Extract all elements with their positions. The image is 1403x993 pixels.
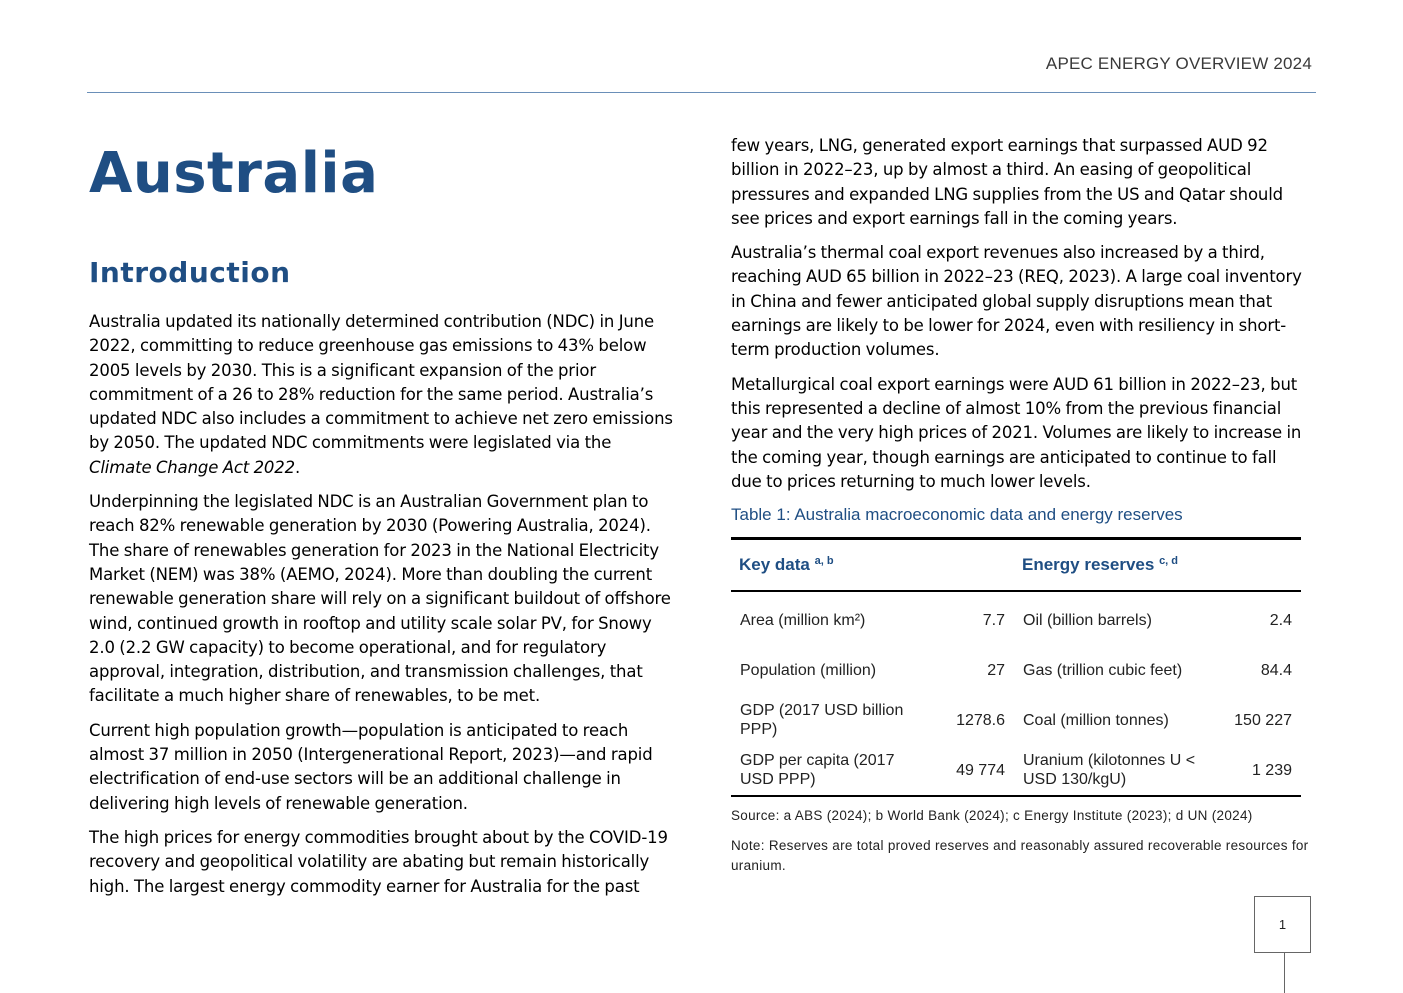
key-value: 27 bbox=[987, 661, 1005, 679]
table-row bbox=[731, 645, 1301, 695]
key-label: Area (million km²) bbox=[740, 611, 866, 629]
key-data-header-label: Key data bbox=[739, 555, 810, 575]
reserve-label: Gas (trillion cubic feet) bbox=[1023, 661, 1183, 679]
table-row bbox=[731, 745, 1301, 796]
key-data-sup: a, b bbox=[814, 555, 834, 568]
table-note: Note: Reserves are total proved reserves and reasonably assured recoverable resources for uranium. bbox=[731, 838, 1309, 874]
key-value: 49 774 bbox=[956, 761, 1005, 779]
paragraph: Australia’s thermal coal export revenues also increased by a third, reaching AUD 65 billion in 2022–23 (REQ, 2023). A large coal inventory in China and fewer anticipated global supply disruptions mean that earnings are likely to be lower for 2024, even with resiliency in short-term production volumes. bbox=[731, 243, 1302, 360]
reserve-value: 84.4 bbox=[1260, 661, 1292, 679]
paragraph-text: Australia updated its nationally determined contribution (NDC) in June 2022, committing to reduce greenhouse gas emissions to 43% below 2005 levels by 2030. This is a significant expansion of the prior commitment of a 26 to 28% reduction for the same period. Australia’s updated NDC also includes a commitment to achieve net zero emissions by 2050. The updated NDC commitments were legislated via the bbox=[89, 312, 673, 453]
paragraph: Underpinning the legislated NDC is an Australian Government plan to reach 82% renewable generation by 2030 (Powering Australia, 2024). The share of renewables generation for 2023 in the National Electricity Market (NEM) was 38% (AEMO, 2024). More than doubling the current renewable generation share will rely on a significant buildout of offshore wind, continued growth in rooftop and utility scale solar PV, for Snowy 2.0 (2.2 GW capacity) to become operational, and for regulatory approval, integration, distribution, and transmission challenges, that facilitate a much higher share of renewables, to be met. bbox=[89, 492, 671, 706]
table-row bbox=[731, 591, 1301, 645]
key-label: GDP per capita (2017 USD PPP) bbox=[740, 752, 895, 789]
header-rule bbox=[87, 92, 1316, 93]
paragraph: Metallurgical coal export earnings were AUD 61 billion in 2022–23, but this represented a decline of almost 10% from the previous financial year and the very high prices of 2021. Volumes are likely to increase in the coming year, though earnings are anticipated to continue to fall due to prices returning to much lower levels. bbox=[731, 374, 1302, 491]
running-header: APEC ENERGY OVERVIEW 2024 bbox=[1045, 54, 1312, 73]
energy-reserves-header bbox=[1014, 539, 1301, 592]
paragraph bbox=[89, 310, 674, 480]
page-number-rule bbox=[1284, 953, 1285, 993]
table-row bbox=[731, 695, 1301, 745]
section-heading: Introduction bbox=[89, 256, 291, 289]
key-data-header bbox=[731, 539, 1014, 592]
reserve-label: Coal (million tonnes) bbox=[1023, 711, 1169, 729]
table-source: Source: a ABS (2024); b World Bank (2024); c Energy Institute (2023); d UN (2024) bbox=[731, 808, 1253, 824]
act-name: Climate Change Act 2022 bbox=[89, 457, 295, 477]
page-title: Australia bbox=[89, 141, 379, 206]
table-caption: Table 1: Australia macroeconomic data and energy reserves bbox=[731, 505, 1183, 525]
table-header-row bbox=[731, 539, 1301, 592]
reserve-label: Oil (billion barrels) bbox=[1023, 611, 1152, 629]
reserve-value: 2.4 bbox=[1269, 611, 1292, 629]
reserve-label: Uranium (kilotonnes U < USD 130/kgU) bbox=[1023, 752, 1196, 789]
reserve-value: 1 239 bbox=[1251, 761, 1292, 779]
key-label: Population (million) bbox=[740, 661, 877, 679]
key-label: GDP (2017 USD billion PPP) bbox=[740, 702, 904, 739]
energy-reserves-header-label: Energy reserves bbox=[1022, 555, 1155, 575]
key-value: 1278.6 bbox=[956, 711, 1005, 729]
page-number: 1 bbox=[1254, 896, 1311, 953]
data-table bbox=[731, 537, 1301, 797]
reserve-value: 150 227 bbox=[1234, 711, 1292, 729]
key-value: 7.7 bbox=[982, 611, 1005, 629]
right-column bbox=[731, 134, 1311, 876]
paragraph-end: . bbox=[294, 457, 301, 477]
energy-reserves-sup: c, d bbox=[1159, 555, 1179, 568]
left-column bbox=[89, 310, 674, 909]
paragraph: Current high population growth—population is anticipated to reach almost 37 million in 2050 (Intergenerational Report, 2023)—and rapid electrification of end-use sectors will be an additional challenge in delivering high levels of renewable generation. bbox=[89, 720, 653, 813]
paragraph: The high prices for energy commodities brought about by the COVID-19 recovery and geopolitical volatility are abating but remain historically high. The largest energy commodity earner for Australia for the past bbox=[89, 827, 668, 896]
paragraph: few years, LNG, generated export earnings that surpassed AUD 92 billion in 2022–23, up by almost a third. An easing of geopolitical pressures and expanded LNG supplies from the US and Qatar should see prices and export earnings fall in the coming years. bbox=[731, 136, 1283, 228]
